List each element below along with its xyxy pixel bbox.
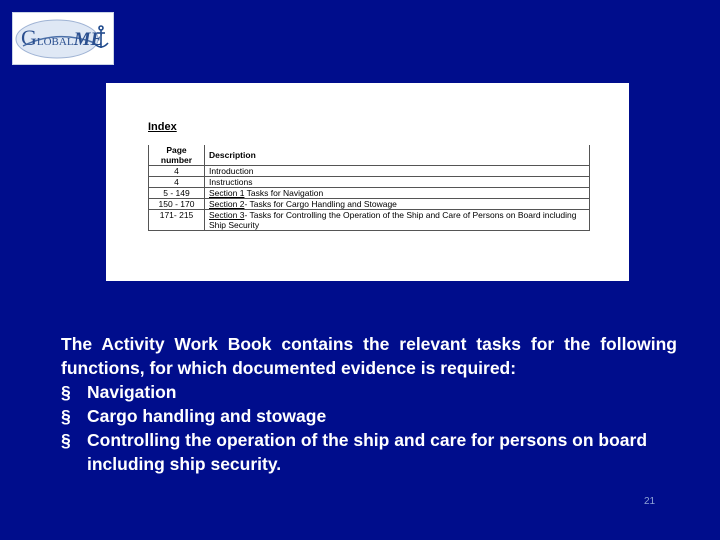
function-list — [61, 380, 677, 476]
list-item-text: Cargo handling and stowage — [87, 406, 327, 426]
intro-paragraph: The Activity Work Book contains the relevant tasks for the following functions, for which documented evidence is required: — [61, 334, 677, 378]
section-link: Section 3 — [209, 210, 245, 220]
description-text: Instructions — [209, 177, 253, 187]
description-cell — [205, 188, 590, 199]
description-cell — [205, 210, 590, 231]
page-number-header: Page number — [149, 145, 205, 166]
description-cell — [205, 199, 590, 210]
description-text: - Tasks for Cargo Handling and Stowage — [244, 199, 397, 209]
description-cell — [205, 166, 590, 177]
description-text: Introduction — [209, 166, 254, 176]
section-link: Section 1 — [209, 188, 245, 198]
list-item — [61, 404, 677, 428]
logo-wordmark: GLOBALME — [21, 25, 104, 50]
list-item-text: Navigation — [87, 382, 177, 402]
list-item — [61, 380, 677, 404]
bullet-icon: § — [61, 406, 71, 426]
table-row — [149, 166, 590, 177]
index-table — [148, 145, 590, 231]
global-me-logo — [12, 12, 114, 65]
page-number: 21 — [644, 496, 656, 507]
page-cell: 150 - 170 — [149, 199, 205, 210]
table-row — [149, 199, 590, 210]
table-row — [149, 210, 590, 231]
page-cell: 171- 215 — [149, 210, 205, 231]
table-row — [149, 177, 590, 188]
index-title: Index — [148, 121, 177, 133]
page-cell: 4 — [149, 177, 205, 188]
description-text: - Tasks for Controlling the Operation of the Ship and Care of Persons on Board including Ship Security — [209, 210, 577, 230]
bullet-icon: § — [61, 430, 71, 450]
table-row — [149, 188, 590, 199]
bullet-icon: § — [61, 382, 71, 402]
list-item — [61, 428, 677, 476]
index-table-image — [106, 83, 629, 281]
list-item-text: Controlling the operation of the ship and care for persons on board including ship security. — [87, 430, 648, 474]
index-header-row — [149, 145, 590, 166]
section-link: Section 2 — [209, 199, 245, 209]
page-cell: 4 — [149, 166, 205, 177]
description-header: Description — [205, 145, 590, 166]
page-cell: 5 - 149 — [149, 188, 205, 199]
description-cell — [205, 177, 590, 188]
slide-body — [61, 332, 677, 476]
description-text: Tasks for Navigation — [244, 188, 324, 198]
